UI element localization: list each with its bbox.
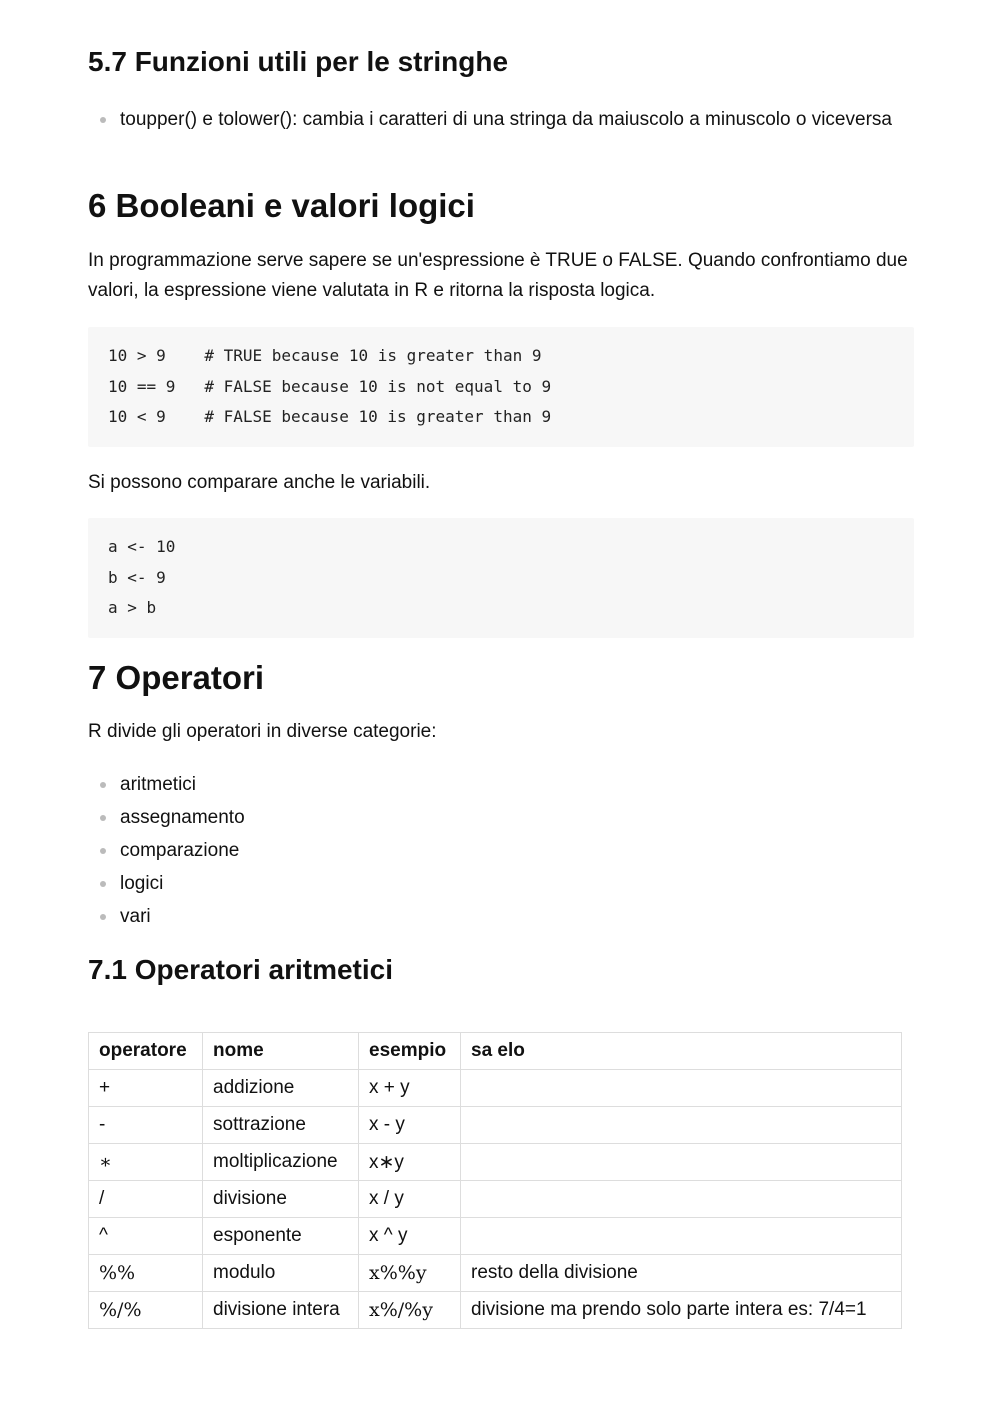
cell-esempio: x∗y bbox=[359, 1144, 461, 1181]
cell-nome: sottrazione bbox=[203, 1107, 359, 1144]
list-item: logici bbox=[88, 867, 914, 900]
section-7-title: 7 Operatori bbox=[88, 659, 265, 696]
cell-sa-elo bbox=[461, 1181, 902, 1218]
cell-nome: modulo bbox=[203, 1255, 359, 1292]
cell-esempio: x ^ y bbox=[359, 1218, 461, 1255]
cell-sa-elo: divisione ma prendo solo parte intera es: 7/4=1 bbox=[461, 1292, 902, 1329]
code-line: a <- 10 bbox=[108, 537, 176, 556]
list-item: comparazione bbox=[88, 834, 914, 867]
cell-nome: esponente bbox=[203, 1218, 359, 1255]
section-7-1-title: 7.1 Operatori aritmetici bbox=[88, 954, 394, 985]
list-item: aritmetici bbox=[88, 768, 914, 801]
cell-nome: divisione bbox=[203, 1181, 359, 1218]
cell-sa-elo bbox=[461, 1107, 902, 1144]
arithmetic-operators-table bbox=[88, 1032, 902, 1329]
cell-sa-elo bbox=[461, 1218, 902, 1255]
cell-sa-elo bbox=[461, 1070, 902, 1107]
cell-sa-elo bbox=[461, 1144, 902, 1181]
cell-operatore: ∗ bbox=[89, 1144, 203, 1181]
section-5-7-list bbox=[88, 105, 914, 135]
section-6-title: 6 Booleani e valori logici bbox=[88, 187, 475, 224]
list-item: toupper() e tolower(): cambia i caratteri di una stringa da maiuscolo a minuscolo o viceversa bbox=[88, 105, 914, 135]
cell-operatore: ^ bbox=[89, 1218, 203, 1255]
code-line: a > b bbox=[108, 598, 157, 617]
section-6-variables-text: Si possono comparare anche le variabili. bbox=[88, 472, 431, 493]
table-row bbox=[89, 1181, 902, 1218]
table-row bbox=[89, 1292, 902, 1329]
list-item: vari bbox=[88, 900, 914, 933]
cell-nome: addizione bbox=[203, 1070, 359, 1107]
code-block-comparisons bbox=[88, 327, 914, 447]
cell-esempio: x%%y bbox=[359, 1255, 461, 1292]
header-sa-elo: sa elo bbox=[461, 1033, 902, 1070]
cell-esempio: x - y bbox=[359, 1107, 461, 1144]
cell-operatore: %/% bbox=[89, 1292, 203, 1329]
header-nome: nome bbox=[203, 1033, 359, 1070]
table-row bbox=[89, 1255, 902, 1292]
table-row bbox=[89, 1070, 902, 1107]
header-esempio: esempio bbox=[359, 1033, 461, 1070]
code-line: 10 < 9 # FALSE because 10 is greater than 9 bbox=[108, 407, 552, 426]
code-line: b <- 9 bbox=[108, 567, 166, 587]
code-line: 10 > 9 # TRUE because 10 is greater than 9 bbox=[108, 346, 542, 365]
list-item: assegnamento bbox=[88, 801, 914, 834]
cell-nome: moltiplicazione bbox=[203, 1144, 359, 1181]
section-5-7-title: 5.7 Funzioni utili per le stringhe bbox=[88, 46, 509, 77]
section-7-intro: R divide gli operatori in diverse categorie: bbox=[88, 721, 437, 742]
cell-operatore: %% bbox=[89, 1255, 203, 1292]
cell-esempio: x%/%y bbox=[359, 1292, 461, 1329]
cell-esempio: x / y bbox=[359, 1181, 461, 1218]
cell-operatore: - bbox=[89, 1107, 203, 1144]
cell-operatore: + bbox=[89, 1070, 203, 1107]
table-row bbox=[89, 1218, 902, 1255]
cell-esempio: x + y bbox=[359, 1070, 461, 1107]
header-operatore: operatore bbox=[89, 1033, 203, 1070]
table-row bbox=[89, 1144, 902, 1181]
operator-categories-list bbox=[88, 768, 914, 933]
code-line: 10 == 9 # FALSE because 10 is not equal to 9 bbox=[108, 376, 552, 396]
cell-operatore: / bbox=[89, 1181, 203, 1218]
cell-sa-elo: resto della divisione bbox=[461, 1255, 902, 1292]
cell-nome: divisione intera bbox=[203, 1292, 359, 1329]
section-6-intro: In programmazione serve sapere se un'espressione è TRUE o FALSE. Quando confrontiamo due valori, la espressione viene valutata in R e ritorna la risposta logica. bbox=[88, 250, 908, 301]
code-block-variables bbox=[88, 518, 914, 638]
table-row bbox=[89, 1107, 902, 1144]
table-header-row bbox=[89, 1033, 902, 1070]
